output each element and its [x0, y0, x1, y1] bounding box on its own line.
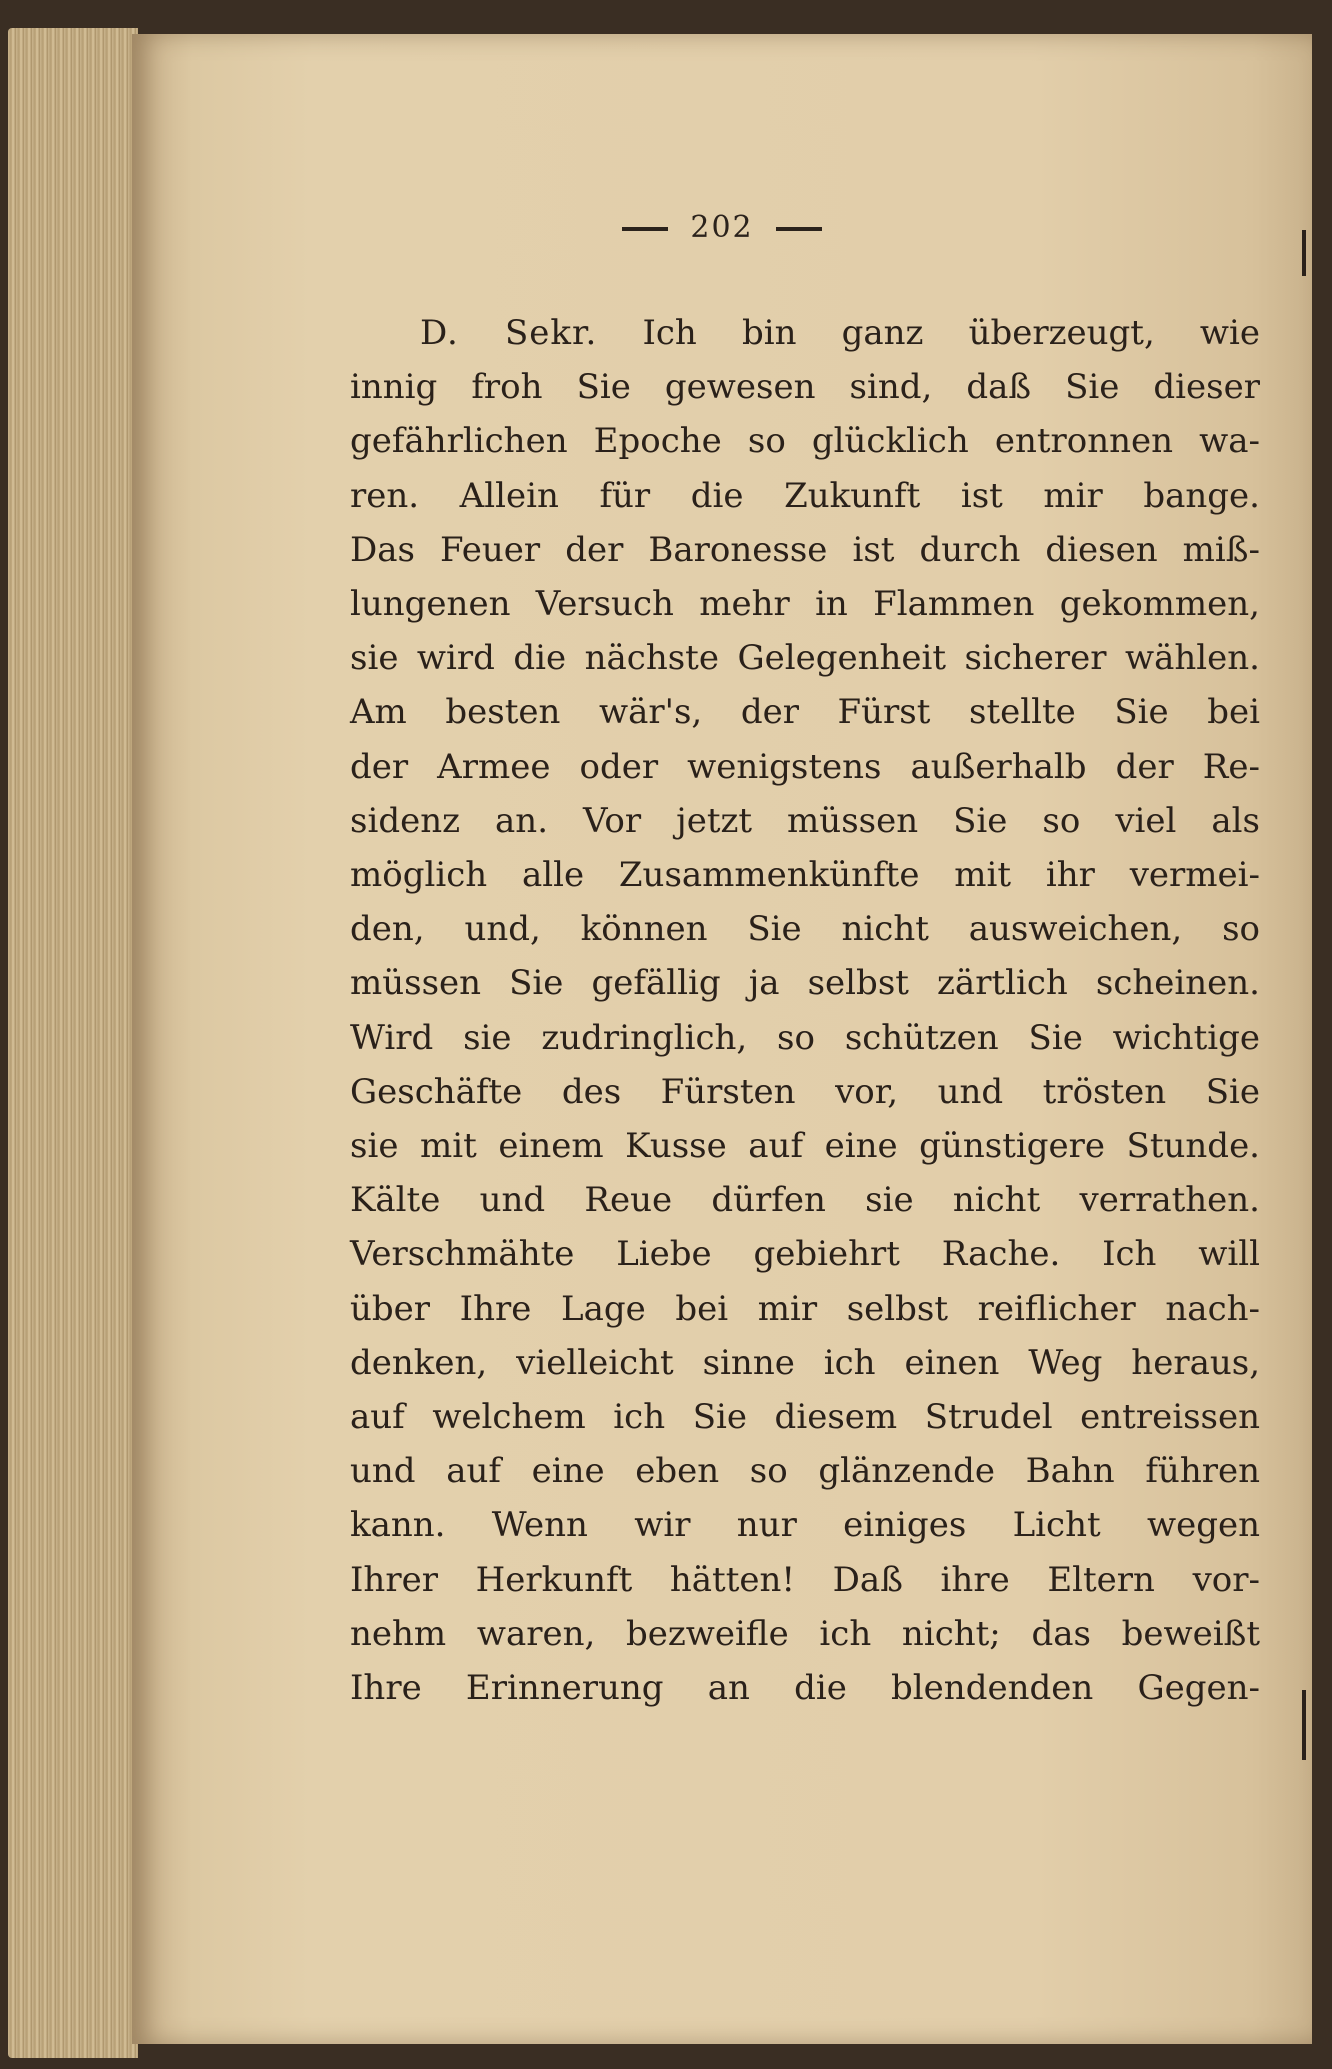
text-line: Ihrer Herkunft hätten! Daß ihre Eltern vor-: [350, 1559, 1260, 1600]
text-line: gefährlichen Epoche so glücklich entronnen wa-: [350, 421, 1260, 462]
edge-mark: [1302, 1690, 1306, 1760]
running-head: [132, 210, 1312, 245]
text-line: Geschäfte des Fürsten vor, und trösten Sie: [350, 1071, 1260, 1112]
text-line: Wird sie zudringlich, so schützen Sie wichtige: [350, 1017, 1260, 1058]
text-line: sie wird die nächste Gelegenheit sicherer wählen.: [350, 638, 1260, 679]
page-number: 202: [690, 210, 754, 245]
text-line: innig froh Sie gewesen sind, daß Sie dieser: [350, 367, 1260, 408]
dash-left: [622, 227, 668, 231]
text-line: sidenz an. Vor jetzt müssen Sie so viel als: [350, 800, 1260, 841]
page-edges: [8, 28, 138, 2058]
text-line: möglich alle Zusammenkünfte mit ihr vermei-: [350, 855, 1260, 896]
speaker-label: D. Sekr.: [420, 313, 598, 353]
text-line: Ihre Erinnerung an die blendenden Gegen-: [350, 1668, 1260, 1709]
text-line: müssen Sie gefällig ja selbst zärtlich scheinen.: [350, 963, 1260, 1004]
text-line: über Ihre Lage bei mir selbst reiflicher nach-: [350, 1288, 1260, 1329]
text-line: auf welchem ich Sie diesem Strudel entreissen: [350, 1397, 1260, 1438]
text-line: nehm waren, bezweifle ich nicht; das beweißt: [350, 1613, 1260, 1654]
text-line: Kälte und Reue dürfen sie nicht verrathen.: [350, 1180, 1260, 1221]
text-line: D. Sekr. Ich bin ganz überzeugt, wie: [420, 313, 1260, 353]
text-line: Das Feuer der Baronesse ist durch diesen miß-: [350, 529, 1260, 570]
body-text: [350, 306, 1260, 1715]
text-line: und auf eine eben so glänzende Bahn führen: [350, 1451, 1260, 1492]
text-line: kann. Wenn wir nur einiges Licht wegen: [350, 1505, 1260, 1546]
text-line: sie mit einem Kusse auf eine günstigere Stunde.: [350, 1126, 1260, 1167]
text-line: Verschmähte Liebe gebiehrt Rache. Ich will: [350, 1234, 1260, 1275]
text-line: lungenen Versuch mehr in Flammen gekommen,: [350, 584, 1260, 625]
right-edge-marks: [1292, 0, 1332, 2069]
text-line: der Armee oder wenigstens außerhalb der Re-: [350, 746, 1260, 787]
text-line: denken, vielleicht sinne ich einen Weg heraus,: [350, 1342, 1260, 1383]
text-line: ren. Allein für die Zukunft ist mir bange.: [350, 475, 1260, 516]
edge-mark: [1302, 230, 1306, 276]
text-line: den, und, können Sie nicht ausweichen, so: [350, 909, 1260, 950]
text-line: Am besten wär's, der Fürst stellte Sie bei: [350, 692, 1260, 733]
dash-right: [776, 227, 822, 231]
book-page: [132, 34, 1312, 2044]
